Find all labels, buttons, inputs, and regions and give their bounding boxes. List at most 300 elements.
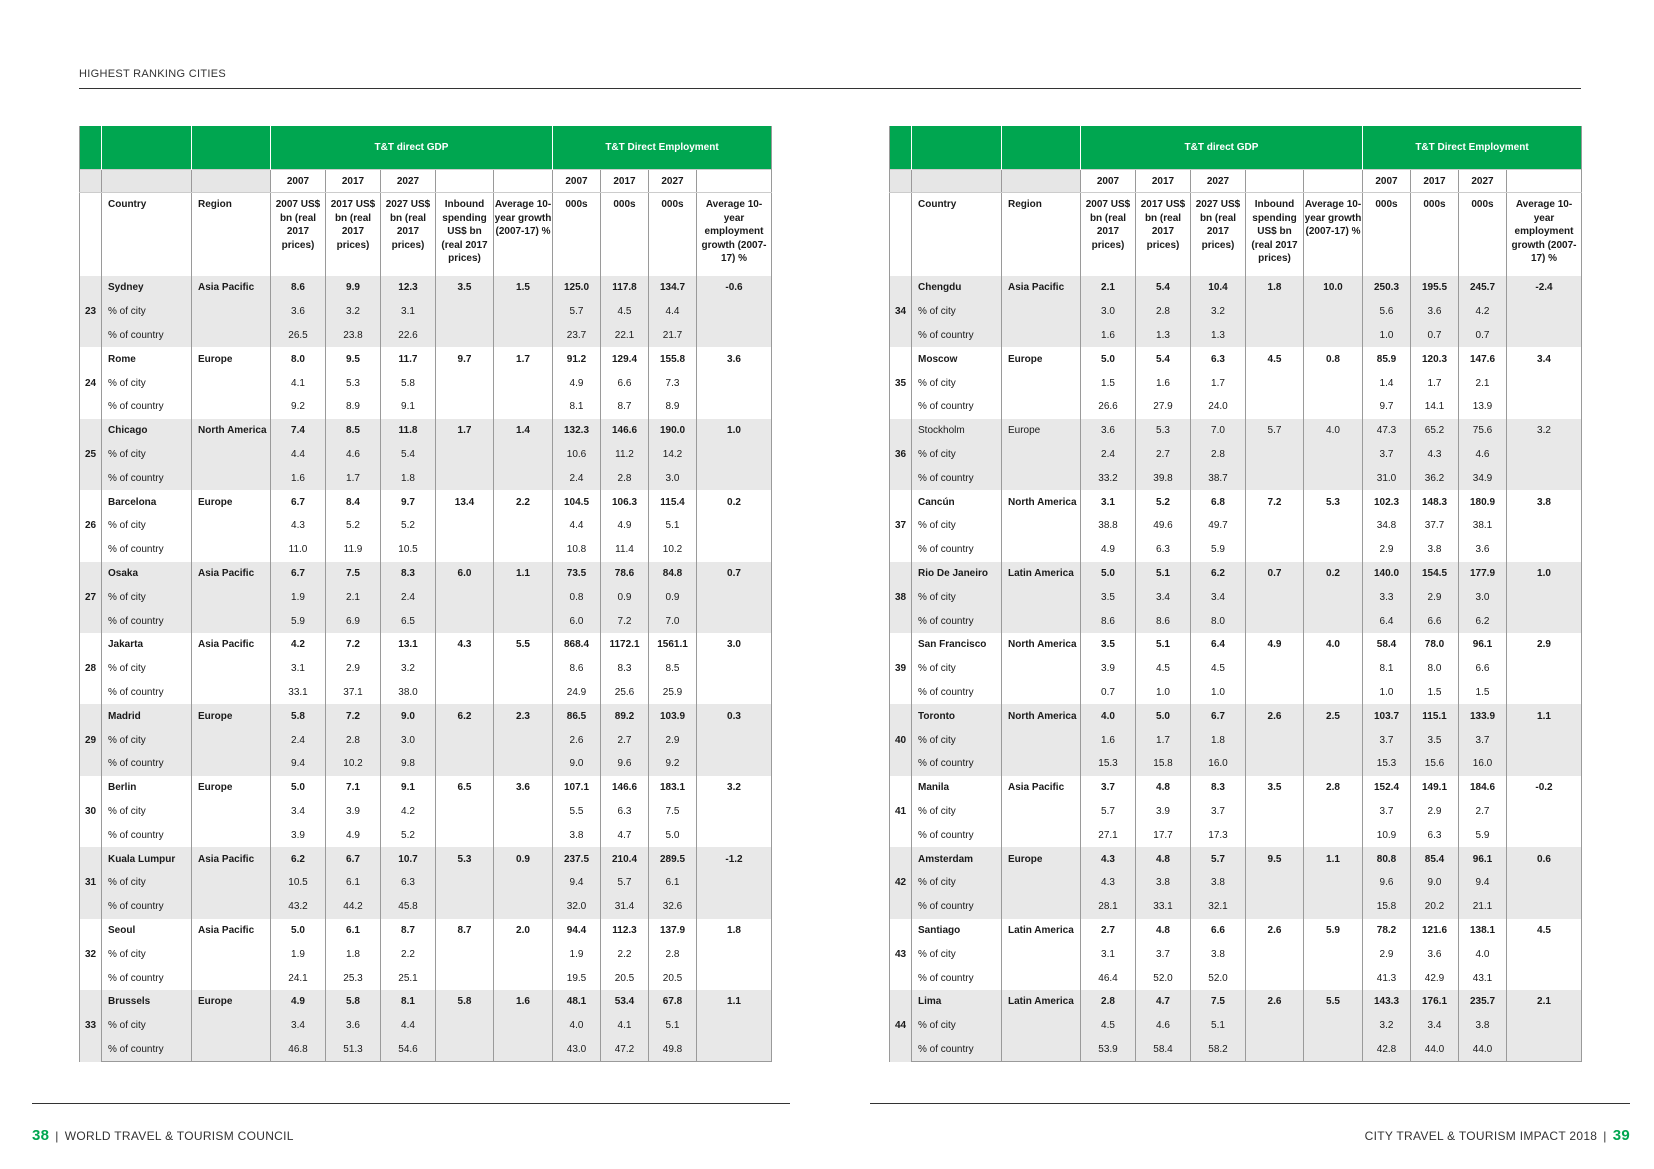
region-blank [192,942,271,966]
value-cell: 5.0 [271,919,326,943]
sub-label-city: % of city [912,443,1002,467]
value-cell: 38.0 [381,681,436,705]
value-cell: 36.2 [1411,466,1459,490]
city-name: Madrid [102,704,192,728]
sub-label-city: % of city [912,800,1002,824]
value-cell: 10.2 [326,752,381,776]
value-cell [1507,1014,1582,1038]
value-cell: 0.2 [1304,562,1363,586]
value-cell: 34.9 [1459,466,1507,490]
header-year-blank [192,170,271,193]
table-row-city [80,490,772,514]
value-cell: 9.4 [553,871,601,895]
value-cell: 0.9 [601,585,649,609]
value-cell: 6.3 [1411,823,1459,847]
value-cell: 6.2 [271,847,326,871]
value-cell: 32.0 [553,895,601,919]
value-cell: 9.2 [649,752,697,776]
sub-label-country: % of country [102,324,192,348]
value-cell: -0.2 [1507,776,1582,800]
value-cell [436,1038,494,1062]
value-cell: 3.6 [271,300,326,324]
value-cell: 4.3 [1081,847,1136,871]
header-desc-cell: 000s [649,193,697,277]
value-cell: 8.9 [326,395,381,419]
header-region: Region [1002,193,1081,277]
region-blank [192,538,271,562]
region-blank [192,443,271,467]
value-cell: 148.3 [1411,490,1459,514]
value-cell: 4.4 [271,443,326,467]
header-group-employment: T&T Direct Employment [1363,126,1582,170]
value-cell: 91.2 [553,347,601,371]
value-cell: 6.7 [271,490,326,514]
value-cell: 0.7 [1411,324,1459,348]
value-cell: 3.2 [1507,419,1582,443]
value-cell [436,752,494,776]
value-cell [436,538,494,562]
rank-cell: 38 [890,562,912,633]
sub-label-country: % of country [912,966,1002,990]
value-cell [1507,371,1582,395]
value-cell: 16.0 [1191,752,1246,776]
city-name: Chengdu [912,276,1002,300]
value-cell: 20.5 [649,966,697,990]
sub-label-city: % of city [912,300,1002,324]
table-row-city [890,633,1582,657]
value-cell: 8.1 [381,990,436,1014]
header-year-cell [1246,170,1304,193]
value-cell: 94.4 [553,919,601,943]
value-cell: 11.7 [381,347,436,371]
region-blank [192,585,271,609]
table-row-pct-city [890,371,1582,395]
table-row-city [890,419,1582,443]
value-cell: 6.3 [381,871,436,895]
value-cell: 6.7 [271,562,326,586]
value-cell [1507,609,1582,633]
value-cell: 3.4 [1191,585,1246,609]
value-cell: 5.0 [649,823,697,847]
header-year-blank [890,170,912,193]
value-cell: 1.6 [1081,728,1136,752]
value-cell: 6.4 [1363,609,1411,633]
value-cell: 137.9 [649,919,697,943]
value-cell: 235.7 [1459,990,1507,1014]
sub-label-country: % of country [102,823,192,847]
value-cell: 4.3 [1081,871,1136,895]
value-cell: 183.1 [649,776,697,800]
footer-separator: | [1603,1129,1607,1143]
sub-label-country: % of country [102,681,192,705]
value-cell: 10.5 [271,871,326,895]
value-cell: 102.3 [1363,490,1411,514]
value-cell: 53.4 [601,990,649,1014]
value-cell [494,1038,553,1062]
value-cell [697,1014,772,1038]
table-row-city [80,633,772,657]
value-cell: 177.9 [1459,562,1507,586]
value-cell: 33.1 [1136,895,1191,919]
value-cell: 6.1 [326,919,381,943]
value-cell [1246,966,1304,990]
value-cell: 4.5 [1136,657,1191,681]
region-blank [1002,609,1081,633]
table-row-pct-country [890,823,1582,847]
value-cell: 237.5 [553,847,601,871]
value-cell: 4.5 [1081,1014,1136,1038]
sub-label-country: % of country [912,895,1002,919]
value-cell: 7.5 [649,800,697,824]
value-cell [1246,681,1304,705]
header-desc-cell: 2007 US$ bn (real 2017 prices) [1081,193,1136,277]
table-row-city [890,990,1582,1014]
sub-label-country: % of country [912,538,1002,562]
value-cell [494,371,553,395]
value-cell: 146.6 [601,776,649,800]
value-cell: 10.9 [1363,823,1411,847]
value-cell: 5.7 [1191,847,1246,871]
value-cell: 7.5 [1191,990,1246,1014]
table-row-city [80,419,772,443]
header-year-cell [1507,170,1582,193]
value-cell: 4.0 [1459,942,1507,966]
value-cell: 2.9 [1507,633,1582,657]
value-cell: 2.6 [1246,704,1304,728]
value-cell [697,371,772,395]
value-cell: 8.0 [1191,609,1246,633]
table-row-city [80,990,772,1014]
header-desc-cell: Inbound spending US$ bn (real 2017 prices) [1246,193,1304,277]
value-cell: 43.1 [1459,966,1507,990]
region-blank [192,752,271,776]
value-cell: 53.9 [1081,1038,1136,1062]
value-cell: 7.3 [649,371,697,395]
value-cell: 52.0 [1191,966,1246,990]
value-cell: 3.8 [1459,1014,1507,1038]
value-cell: 22.1 [601,324,649,348]
rank-cell: 23 [80,276,102,347]
city-name: Manila [912,776,1002,800]
value-cell: 103.9 [649,704,697,728]
header-year-blank [80,170,102,193]
header-desc-cell: 2027 US$ bn (real 2017 prices) [381,193,436,277]
value-cell [1507,395,1582,419]
value-cell: 1.3 [1191,324,1246,348]
value-cell [1304,966,1363,990]
value-cell: 2.8 [1136,300,1191,324]
value-cell [1507,752,1582,776]
value-cell: 78.0 [1411,633,1459,657]
value-cell: 4.1 [601,1014,649,1038]
value-cell: 5.5 [1304,990,1363,1014]
value-cell: 7.0 [649,609,697,633]
value-cell: 1172.1 [601,633,649,657]
value-cell [697,324,772,348]
region-blank [192,871,271,895]
value-cell: 89.2 [601,704,649,728]
value-cell: 15.6 [1411,752,1459,776]
value-cell [1304,871,1363,895]
value-cell: 3.2 [326,300,381,324]
sub-label-city: % of city [912,1014,1002,1038]
value-cell: 6.2 [1191,562,1246,586]
sub-label-country: % of country [102,1038,192,1062]
value-cell: 25.9 [649,681,697,705]
value-cell [494,728,553,752]
header-group-employment: T&T Direct Employment [553,126,772,170]
value-cell: 3.8 [1507,490,1582,514]
value-cell: 5.8 [271,704,326,728]
city-region: Asia Pacific [192,847,271,871]
footer-left-text: WORLD TRAVEL & TOURISM COUNCIL [64,1129,294,1143]
value-cell: 4.5 [1191,657,1246,681]
value-cell: 9.5 [1246,847,1304,871]
city-region: Asia Pacific [192,633,271,657]
value-cell: 44.0 [1459,1038,1507,1062]
value-cell [494,443,553,467]
value-cell: 3.4 [271,1014,326,1038]
value-cell: 5.1 [1136,633,1191,657]
value-cell: 3.7 [1459,728,1507,752]
value-cell: 7.2 [326,704,381,728]
value-cell [1246,609,1304,633]
value-cell [1304,895,1363,919]
left-data-table [79,126,772,1062]
header-year-blank [1002,170,1081,193]
value-cell: 4.8 [1136,776,1191,800]
value-cell: 4.0 [553,1014,601,1038]
city-region: Asia Pacific [1002,276,1081,300]
value-cell: 5.0 [1081,347,1136,371]
sub-label-city: % of city [102,728,192,752]
table-row-pct-city [80,585,772,609]
value-cell: 115.1 [1411,704,1459,728]
value-cell: 14.2 [649,443,697,467]
value-cell: 2.9 [326,657,381,681]
value-cell: 5.2 [381,514,436,538]
city-region: Latin America [1002,990,1081,1014]
value-cell [494,466,553,490]
value-cell: 1.6 [1081,324,1136,348]
value-cell: 4.4 [381,1014,436,1038]
value-cell: 31.0 [1363,466,1411,490]
value-cell [436,443,494,467]
value-cell: 3.7 [1136,942,1191,966]
region-blank [192,395,271,419]
sub-label-country: % of country [912,324,1002,348]
value-cell: 3.8 [1136,871,1191,895]
table-row-pct-country [80,681,772,705]
value-cell: 47.3 [1363,419,1411,443]
section-title: HIGHEST RANKING CITIES [79,68,226,80]
value-cell: 3.6 [494,776,553,800]
sub-label-city: % of city [102,371,192,395]
value-cell: 6.1 [326,871,381,895]
value-cell: 125.0 [553,276,601,300]
region-blank [192,681,271,705]
region-blank [192,371,271,395]
footer-rule-right [870,1103,1630,1104]
value-cell: 4.6 [326,443,381,467]
table-row-pct-country [890,324,1582,348]
region-blank [1002,466,1081,490]
value-cell [1246,871,1304,895]
region-blank [1002,681,1081,705]
region-blank [1002,728,1081,752]
value-cell [436,514,494,538]
value-cell: 1.5 [1081,371,1136,395]
value-cell [1304,300,1363,324]
value-cell: 180.9 [1459,490,1507,514]
header-years-row [80,170,772,193]
value-cell: 48.1 [553,990,601,1014]
table-row-pct-city [80,443,772,467]
value-cell: 2.8 [1304,776,1363,800]
value-cell: 5.1 [1136,562,1191,586]
value-cell: 190.0 [649,419,697,443]
value-cell: 5.7 [1246,419,1304,443]
value-cell: 38.1 [1459,514,1507,538]
value-cell: 2.8 [601,466,649,490]
table-row-pct-city [80,871,772,895]
value-cell [494,300,553,324]
value-cell: 133.9 [1459,704,1507,728]
value-cell: 1.5 [1459,681,1507,705]
table-row-pct-country [890,1038,1582,1062]
value-cell: 3.4 [1411,1014,1459,1038]
value-cell: 6.0 [436,562,494,586]
value-cell: 2.1 [1081,276,1136,300]
sub-label-country: % of country [912,466,1002,490]
value-cell [436,681,494,705]
value-cell: 143.3 [1363,990,1411,1014]
value-cell: 11.2 [601,443,649,467]
value-cell: 4.8 [1136,919,1191,943]
value-cell: 33.2 [1081,466,1136,490]
city-region: North America [1002,633,1081,657]
footer-right [1365,1127,1630,1144]
value-cell: 7.2 [1246,490,1304,514]
value-cell: 3.8 [1191,942,1246,966]
sub-label-country: % of country [102,895,192,919]
value-cell: 8.6 [1081,609,1136,633]
value-cell: 3.2 [1363,1014,1411,1038]
value-cell [697,443,772,467]
header-group-row [890,126,1582,170]
table-row-pct-city [80,728,772,752]
value-cell: 1.6 [1136,371,1191,395]
header-blank-cell [912,126,1002,170]
value-cell: 65.2 [1411,419,1459,443]
value-cell [1304,681,1363,705]
value-cell [494,752,553,776]
header-desc-cell: 000s [601,193,649,277]
value-cell: 44.2 [326,895,381,919]
rank-cell: 26 [80,490,102,561]
region-blank [1002,800,1081,824]
table-row-city [80,847,772,871]
value-cell: 0.7 [1246,562,1304,586]
header-year-cell: 2017 [1411,170,1459,193]
value-cell: 0.8 [1304,347,1363,371]
value-cell [1246,800,1304,824]
value-cell: 1.8 [1246,276,1304,300]
table-row-pct-city [80,514,772,538]
table-row-pct-city [890,585,1582,609]
value-cell [1246,1014,1304,1038]
value-cell: 9.4 [271,752,326,776]
city-region: Europe [1002,847,1081,871]
table-row-pct-city [890,514,1582,538]
value-cell [1304,728,1363,752]
value-cell: 96.1 [1459,633,1507,657]
value-cell [436,895,494,919]
value-cell: 9.6 [601,752,649,776]
value-cell: 7.4 [271,419,326,443]
value-cell [697,823,772,847]
value-cell [697,514,772,538]
city-name: Stockholm [912,419,1002,443]
footer-separator: | [55,1129,59,1143]
rank-cell: 29 [80,704,102,775]
table-row-pct-country [80,395,772,419]
value-cell: 44.0 [1411,1038,1459,1062]
value-cell: 4.2 [1459,300,1507,324]
region-blank [192,728,271,752]
city-region: Europe [192,490,271,514]
value-cell: 27.9 [1136,395,1191,419]
header-rank-blank [890,193,912,277]
table-row-city [80,776,772,800]
value-cell [697,300,772,324]
city-name: Chicago [102,419,192,443]
value-cell: 15.8 [1136,752,1191,776]
value-cell: 9.1 [381,395,436,419]
region-blank [192,1014,271,1038]
city-region: Asia Pacific [192,919,271,943]
value-cell: 155.8 [649,347,697,371]
header-year-cell [1304,170,1363,193]
value-cell: 5.4 [1136,276,1191,300]
header-desc-cell: Average 10-year growth (2007-17) % [1304,193,1363,277]
value-cell: 3.7 [1363,443,1411,467]
value-cell: 4.9 [1081,538,1136,562]
value-cell [494,395,553,419]
value-cell: 39.8 [1136,466,1191,490]
value-cell [1304,324,1363,348]
value-cell: 4.9 [271,990,326,1014]
value-cell: 33.1 [271,681,326,705]
region-blank [1002,657,1081,681]
value-cell: 17.7 [1136,823,1191,847]
city-name: Rio De Janeiro [912,562,1002,586]
value-cell: 112.3 [601,919,649,943]
value-cell: 52.0 [1136,966,1191,990]
value-cell: 51.3 [326,1038,381,1062]
value-cell: 2.0 [494,919,553,943]
value-cell: 5.7 [1081,800,1136,824]
sub-label-country: % of country [102,752,192,776]
value-cell [494,966,553,990]
footer-left [32,1127,294,1144]
value-cell: 5.8 [436,990,494,1014]
table-row-pct-country [80,966,772,990]
value-cell: 1.8 [381,466,436,490]
value-cell: 9.2 [271,395,326,419]
value-cell: 289.5 [649,847,697,871]
value-cell: 31.4 [601,895,649,919]
